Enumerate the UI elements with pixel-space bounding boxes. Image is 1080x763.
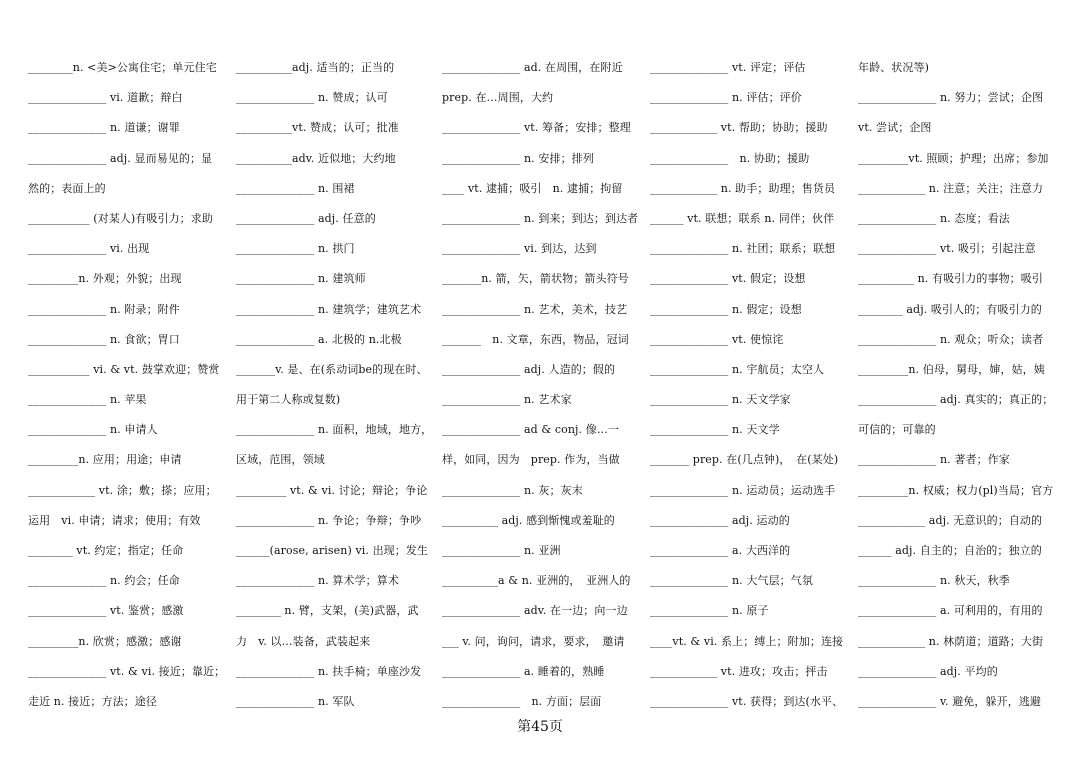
vocab-line: ______________ vt. 筹备；安排；整理 xyxy=(442,121,631,135)
vocab-line: ___________ (对某人)有吸引力；求助 xyxy=(28,211,213,225)
vocab-line: ______________ vt. 鉴赏；感激 xyxy=(28,604,184,618)
vocab-line: _________n. 权威；权力(pl)当局；官方 xyxy=(858,483,1054,497)
vocab-line: ________ n. 臂，支架，(美)武器，武 xyxy=(236,604,419,618)
vocab-line: ____________ n. 林荫道；道路；大街 xyxy=(858,634,1044,648)
vocab-line: _________vt. 照顾；护理；出席；参加 xyxy=(858,151,1049,165)
vocab-line: ______________ vt. 获得；到达(水平、 xyxy=(650,694,844,708)
vocab-line: ______________ n. 天文学 xyxy=(650,423,780,437)
vocab-line: ______________ n. 军队 xyxy=(236,694,355,708)
vocab-line: ______________ n. 扶手椅；单座沙发 xyxy=(236,664,422,678)
vocab-line: _________n. 应用；用途；申请 xyxy=(28,453,182,467)
vocab-line: ______________ vt. & vi. 接近；靠近； xyxy=(28,664,226,678)
vocab-line: ______________ n. 围裙 xyxy=(236,181,355,195)
vocab-line: ______________ n. 努力；尝试；企图 xyxy=(858,91,1044,105)
vocab-column-4 xyxy=(650,53,855,717)
vocab-line: ______________ n. 面积，地域，地方， xyxy=(236,423,433,437)
vocab-line: _________n. 伯母，舅母，婶，姑，姨 xyxy=(858,362,1045,376)
vocab-line: ______________ a. 大西洋的 xyxy=(650,544,791,557)
vocab-line: ______________ n. 苹果 xyxy=(28,393,147,407)
vocab-line: ____________ vt. 进攻；攻击；抨击 xyxy=(650,664,828,678)
vocab-line: ______________ adj. 运动的 xyxy=(650,513,790,527)
vocab-line: ______________ n. 算术学；算术 xyxy=(236,574,399,588)
vocab-line: ______________ a. 可利用的，有用的 xyxy=(858,604,1043,618)
vocab-line: 走近 n. 接近；方法；途径 xyxy=(28,694,157,708)
vocab-line: ______________ adj. 显而易见的；显 xyxy=(28,151,213,165)
vocab-line: _________n. 欣赏；感激；感谢 xyxy=(28,634,182,648)
vocab-line: __________ n. 有吸引力的事物；吸引 xyxy=(858,272,1043,286)
vocab-line: ____________ vt. 涂；敷；搽；应用； xyxy=(28,483,217,497)
vocab-line: ____________ adj. 无意识的；自动的 xyxy=(858,513,1043,527)
vocab-line: ______________ n. 约会；任命 xyxy=(28,574,180,588)
vocab-column-5 xyxy=(858,53,1063,717)
page-number: 第45页 xyxy=(517,719,563,735)
vocab-line: 可信的；可靠的 xyxy=(858,423,936,437)
vocab-line: ______________ n. 运动员；运动选手 xyxy=(650,483,836,497)
vocab-column-2 xyxy=(236,53,441,717)
vocab-line: prep. 在…周围，大约 xyxy=(442,91,554,105)
vocab-line: ______________ a. 睡着的，熟睡 xyxy=(442,664,605,678)
vocab-line: ______________ vi. 道歉；辩白 xyxy=(28,91,183,105)
vocab-line: ______________ n. 方面；层面 xyxy=(442,694,602,708)
vocab-line: ______________ n. 假定；设想 xyxy=(650,302,802,316)
vocab-line: __________adv. 近似地；大约地 xyxy=(236,151,396,165)
vocab-line: __________vt. 赞成；认可；批准 xyxy=(236,121,399,135)
vocab-line: ______ adj. 自主的；自治的；独立的 xyxy=(858,544,1042,557)
vocab-line: _________ vt. & vi. 讨论；辩论；争论 xyxy=(236,483,428,497)
vocab-line: ______________ vt. 吸引；引起注意 xyxy=(858,242,1036,256)
vocab-line: 运用 vi. 申请；请求；使用；有效 xyxy=(28,513,201,527)
vocab-column-1 xyxy=(28,53,233,717)
vocab-line: ______________ n. 艺术家 xyxy=(442,393,572,407)
vocab-line: ______________ n. 协助；援助 xyxy=(650,151,810,165)
vocab-column-3 xyxy=(442,53,647,717)
vocab-line: ______(arose, arisen) vi. 出现；发生 xyxy=(236,544,429,557)
vocab-line: 力 v. 以…装备，武装起来 xyxy=(236,634,371,648)
vocab-line: 然的；表面上的 xyxy=(28,181,106,195)
vocab-line: ____________ n. 注意；关注；注意力 xyxy=(858,181,1044,195)
vocab-line: ________ vt. 约定；指定；任命 xyxy=(28,544,184,557)
vocab-line: ______________ n. 著者；作家 xyxy=(858,453,1010,467)
vocab-line: ______________ n. 艺术，美术，技艺 xyxy=(442,302,628,316)
vocab-line: __________adj. 适当的；正当的 xyxy=(236,61,395,74)
vocab-line: ______________ adv. 在一边；向一边 xyxy=(442,604,628,618)
vocab-line: ____________ vt. 帮助；协助；援助 xyxy=(650,121,828,135)
vocab-line: __________ adj. 感到惭愧或羞耻的 xyxy=(442,513,615,527)
vocab-line: vt. 尝试；企图 xyxy=(858,121,932,135)
vocab-line: ______________ vt. 评定；评估 xyxy=(650,61,806,74)
vocab-line: ______________ n. 大气层；气氛 xyxy=(650,574,813,588)
vocab-line: ______________ n. 亚洲 xyxy=(442,544,561,557)
vocab-line: ______________ a. 北极的 n.北极 xyxy=(236,332,402,346)
vocab-line: ____vt. & vi. 系上；缚上；附加；连接 xyxy=(650,634,844,648)
vocab-line: ______________ n. 态度；看法 xyxy=(858,211,1010,225)
vocab-line: ______________ n. 赞成；认可 xyxy=(236,91,388,105)
vocabulary-columns xyxy=(28,53,1058,713)
vocab-line: 区域，范围，领域 xyxy=(236,453,325,467)
vocab-line: __________a & n. 亚洲的， 亚洲人的 xyxy=(442,574,631,588)
vocab-line: ______________ vt. 使惊诧 xyxy=(650,332,784,346)
vocab-line: ______________ ad. 在周围，在附近 xyxy=(442,61,623,74)
vocab-line: ______________ n. 到来；到达；到达者 xyxy=(442,211,639,225)
vocab-line: ___________ vi. & vt. 鼓掌欢迎；赞赏 xyxy=(28,362,220,376)
vocab-line: ______________ vi. 到达，达到 xyxy=(442,242,597,256)
vocab-line: _________n. 外观；外貌；出现 xyxy=(28,272,182,286)
vocab-line: ______________ adj. 人造的；假的 xyxy=(442,362,616,376)
vocab-line: ________n. <美>公寓住宅；单元住宅 xyxy=(28,61,217,74)
vocab-line: ______________ n. 建筑学；建筑艺术 xyxy=(236,302,422,316)
vocab-line: _______v. 是、在(系动词be的现在时、 xyxy=(236,362,428,376)
vocab-line: ______________ n. 争论；争辩；争吵 xyxy=(236,513,422,527)
vocab-line: _______ n. 文章，东西，物品，冠词 xyxy=(442,332,629,346)
vocab-line: ______________ n. 拱门 xyxy=(236,242,355,256)
vocab-line: ____ vt. 逮捕；吸引 n. 逮捕；拘留 xyxy=(442,181,623,195)
vocab-line: ______________ adj. 真实的；真正的； xyxy=(858,393,1054,407)
vocab-line: ______ vt. 联想；联系 n. 同伴；伙伴 xyxy=(650,211,835,225)
vocab-line: ______________ n. 灰；灰末 xyxy=(442,483,583,497)
vocab-line: ______________ n. 安排；排列 xyxy=(442,151,594,165)
vocab-line: ______________ n. 食欲；胃口 xyxy=(28,332,180,346)
vocab-line: ______________ adj. 任意的 xyxy=(236,211,376,225)
vocab-line: ______________ n. 附录；附件 xyxy=(28,302,180,316)
vocab-line: ______________ n. 原子 xyxy=(650,604,769,618)
vocab-line: ______________ adj. 平均的 xyxy=(858,664,998,678)
vocab-line: _______n. 箭，矢，箭状物；箭头符号 xyxy=(442,272,629,286)
vocab-line: 用于第二人称或复数) xyxy=(236,393,341,407)
vocab-line: ___ v. 问，询问，请求，要求， 邀请 xyxy=(442,634,625,648)
vocab-line: ______________ n. 宇航员；太空人 xyxy=(650,362,825,376)
vocab-line: ______________ n. 天文学家 xyxy=(650,393,791,407)
vocab-line: _______ prep. 在(几点钟)， 在(某处) xyxy=(650,453,839,467)
vocab-line: ______________ ad & conj. 像…一 xyxy=(442,423,620,437)
vocab-line: ______________ v. 避免，躲开，逃避 xyxy=(858,694,1041,708)
vocab-line: ______________ vt. 假定；设想 xyxy=(650,272,806,286)
vocab-line: ______________ n. 道谦；谢罪 xyxy=(28,121,180,135)
vocab-line: 样，如同，因为 prep. 作为，当做 xyxy=(442,453,620,467)
vocab-line: ______________ n. 社团；联系；联想 xyxy=(650,242,836,256)
vocab-line: ____________ n. 助手；助理；售货员 xyxy=(650,181,836,195)
vocab-line: ______________ n. 观众；听众；读者 xyxy=(858,332,1044,346)
vocab-line: ________ adj. 吸引人的；有吸引力的 xyxy=(858,302,1042,316)
vocab-line: 年龄、状况等) xyxy=(858,61,929,74)
vocab-line: ______________ n. 秋天，秋季 xyxy=(858,574,1010,588)
vocab-line: ______________ n. 申请人 xyxy=(28,423,158,437)
vocab-line: ______________ n. 建筑师 xyxy=(236,272,366,286)
vocab-line: ______________ n. 评估；评价 xyxy=(650,91,802,105)
vocab-line: ______________ vi. 出现 xyxy=(28,242,150,256)
